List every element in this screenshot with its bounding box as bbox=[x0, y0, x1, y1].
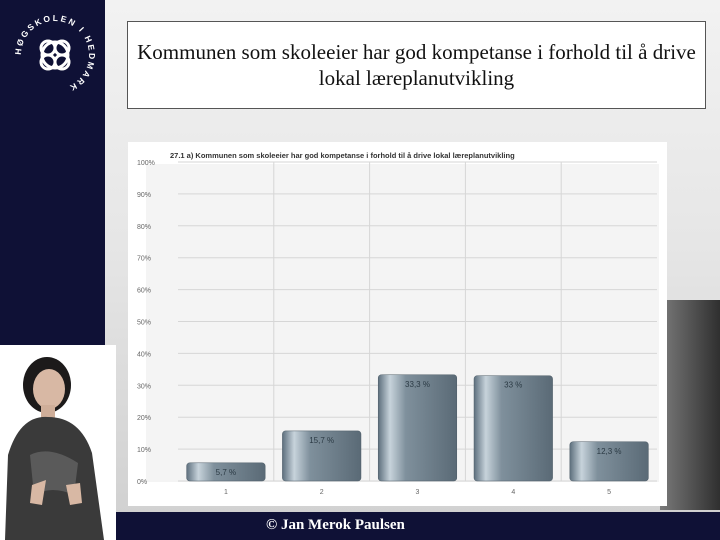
bar bbox=[474, 376, 553, 481]
x-tick-label: 2 bbox=[319, 489, 324, 496]
footer-copyright: © Jan Merok Paulsen bbox=[266, 517, 405, 533]
y-tick-label: 80% bbox=[137, 223, 152, 231]
chart-title: 27.1 a) Kommunen som skoleeier har god kompetanse i forhold til å drive lokal læreplanutvikling bbox=[170, 151, 515, 160]
y-tick-label: 70% bbox=[137, 255, 152, 263]
y-tick-label: 50% bbox=[137, 319, 152, 327]
logo-text: HØGSKOLEN I HEDMARK bbox=[12, 12, 98, 94]
y-tick-label: 10% bbox=[137, 447, 152, 455]
background-photo bbox=[660, 300, 720, 510]
x-tick-label: 3 bbox=[415, 489, 420, 496]
y-tick-label: 100% bbox=[137, 160, 155, 167]
y-tick-label: 60% bbox=[137, 287, 152, 295]
sidebar bbox=[0, 0, 105, 345]
svg-text:HØGSKOLEN I HEDMARK bbox=[13, 13, 97, 94]
person-image bbox=[0, 345, 116, 540]
y-tick-label: 30% bbox=[137, 383, 152, 391]
x-tick-label: 4 bbox=[511, 489, 516, 496]
y-tick-label: 90% bbox=[137, 191, 152, 199]
chart-panel bbox=[128, 142, 667, 506]
x-tick-label: 1 bbox=[223, 489, 228, 496]
bar-value-label: 33 % bbox=[504, 380, 523, 390]
bar-value-label: 33,3 % bbox=[405, 379, 430, 389]
y-tick-label: 20% bbox=[137, 415, 152, 423]
bar-value-label: 15,7 % bbox=[309, 435, 335, 445]
bar-value-label: 12,3 % bbox=[596, 446, 622, 456]
y-tick-label: 0% bbox=[137, 479, 148, 486]
footer-bar bbox=[116, 512, 720, 540]
knot-emblem-icon bbox=[8, 8, 102, 102]
x-tick-label: 5 bbox=[607, 489, 612, 496]
slide-title-box bbox=[127, 21, 706, 109]
bar bbox=[378, 375, 457, 481]
slide-title: Kommunen som skoleeier har god kompetanse i forhold til å drive lokal læreplanutvikling bbox=[137, 40, 696, 90]
bar-chart bbox=[128, 142, 667, 506]
presenter-photo bbox=[0, 345, 116, 540]
bar-value-label: 5,7 % bbox=[215, 467, 237, 477]
y-tick-label: 40% bbox=[137, 351, 152, 359]
